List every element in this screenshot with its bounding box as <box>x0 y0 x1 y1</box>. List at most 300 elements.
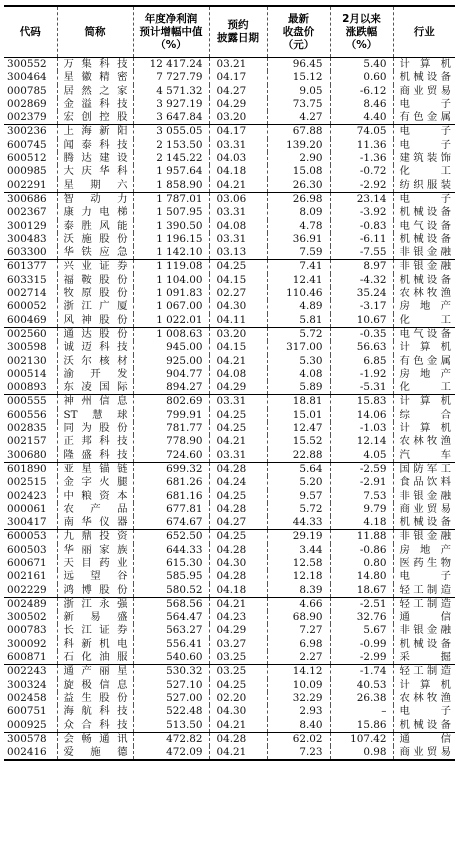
table-row <box>4 557 455 570</box>
cell-name: 通产丽星 <box>57 665 133 679</box>
table-row <box>4 71 455 84</box>
cell-code: 300324 <box>7 678 47 691</box>
cell-code: 002367 <box>7 206 47 219</box>
cell-industry: 有色金属 <box>393 111 455 125</box>
cell-code: 002560 <box>4 327 57 341</box>
cell-price: 36.91 <box>267 233 330 246</box>
cell-name: 华丽家族 <box>57 544 133 557</box>
table-row <box>4 449 455 463</box>
cell-change: 8.46 <box>330 98 393 111</box>
cell-name: 众合科技 <box>57 719 133 733</box>
cell-date: 03.31 <box>209 449 267 463</box>
cell-code: 002869 <box>7 97 47 110</box>
table-row <box>4 611 455 624</box>
stock-table <box>4 5 455 761</box>
table-row <box>4 327 455 341</box>
cell-growth: 2 145.22 <box>133 152 209 165</box>
table-row <box>4 111 455 125</box>
cell-code: 000061 <box>7 502 47 515</box>
cell-name: 会畅通讯 <box>57 732 133 746</box>
cell-code: 002515 <box>7 476 47 489</box>
cell-code: 300686 <box>4 192 57 206</box>
cell-growth: 563.27 <box>133 624 209 637</box>
cell-date: 04.24 <box>209 476 267 489</box>
cell-price: 15.12 <box>267 71 330 84</box>
cell-industry: 电子 <box>393 570 455 583</box>
cell-growth: 699.32 <box>133 462 209 476</box>
cell-name: 九鼎投资 <box>57 530 133 544</box>
cell-industry: 商业贸易 <box>393 85 455 98</box>
cell-date: 04.21 <box>209 435 267 448</box>
cell-price: 5.20 <box>267 476 330 489</box>
cell-price: 15.01 <box>267 409 330 422</box>
cell-date: 03.06 <box>209 192 267 206</box>
cell-name: 万集科技 <box>57 58 133 72</box>
cell-name: 风神股份 <box>57 314 133 328</box>
cell-growth: 580.52 <box>133 584 209 598</box>
cell-date: 04.29 <box>209 624 267 637</box>
cell-code: 300680 <box>7 448 47 461</box>
cell-code: 002423 <box>7 489 47 502</box>
cell-date: 02.27 <box>209 287 267 300</box>
cell-change: 23.14 <box>330 192 393 206</box>
cell-industry: 机械设备 <box>393 516 455 530</box>
cell-industry: 计算机 <box>393 422 455 435</box>
cell-date: 04.15 <box>209 341 267 354</box>
cell-date: 04.18 <box>209 584 267 598</box>
cell-growth: 472.09 <box>133 746 209 760</box>
cell-industry: 采掘 <box>393 651 455 665</box>
cell-code: 603300 <box>7 246 47 259</box>
cell-industry: 通信 <box>393 611 455 624</box>
cell-date: 04.18 <box>209 165 267 178</box>
cell-growth: 1 091.83 <box>133 287 209 300</box>
cell-date: 04.15 <box>209 274 267 287</box>
cell-date: 04.25 <box>209 679 267 692</box>
cell-code: 600745 <box>7 138 47 151</box>
cell-growth: 585.95 <box>133 570 209 583</box>
cell-industry: 食品饮料 <box>393 476 455 489</box>
cell-industry: 非银金融 <box>393 624 455 637</box>
cell-price: 62.02 <box>267 732 330 746</box>
cell-price: 68.90 <box>267 611 330 624</box>
cell-price: 7.27 <box>267 624 330 637</box>
cell-date: 04.21 <box>209 746 267 760</box>
cell-industry: 计算机 <box>393 341 455 354</box>
cell-code: 002229 <box>7 583 47 596</box>
cell-price: 8.39 <box>267 584 330 598</box>
cell-growth: 1 507.95 <box>133 206 209 219</box>
cell-growth: 3 055.05 <box>133 125 209 139</box>
cell-date: 04.27 <box>209 516 267 530</box>
header-price: 最新 收盘价 （元） <box>267 6 330 58</box>
cell-growth: 802.69 <box>133 395 209 409</box>
cell-price: 7.41 <box>267 260 330 274</box>
cell-name: 浙江永强 <box>57 597 133 611</box>
cell-price: 4.27 <box>267 111 330 125</box>
cell-growth: 925.00 <box>133 355 209 368</box>
cell-industry: 纺织服装 <box>393 179 455 193</box>
cell-price: 7.59 <box>267 246 330 260</box>
header-growth: 年度净利润 预计增幅中值 （%） <box>133 6 209 58</box>
cell-change: 11.88 <box>330 530 393 544</box>
cell-growth: 1 858.90 <box>133 179 209 193</box>
table-row <box>4 274 455 287</box>
cell-code: 002291 <box>7 178 47 191</box>
cell-name: 星徽精密 <box>57 71 133 84</box>
cell-name: 渝开发 <box>57 368 133 381</box>
cell-date: 04.17 <box>209 125 267 139</box>
table-row <box>4 462 455 476</box>
cell-industry: 电气设备 <box>393 327 455 341</box>
cell-name: 腾达建设 <box>57 152 133 165</box>
cell-change: -5.31 <box>330 381 393 395</box>
cell-code: 002489 <box>4 597 57 611</box>
cell-growth: 1 957.64 <box>133 165 209 178</box>
cell-growth: 652.50 <box>133 530 209 544</box>
table-row <box>4 409 455 422</box>
cell-growth: 4 571.32 <box>133 85 209 98</box>
cell-change: -0.99 <box>330 638 393 651</box>
cell-industry: 机械设备 <box>393 206 455 219</box>
cell-industry: 计算机 <box>393 395 455 409</box>
cell-industry: 轻工制造 <box>393 584 455 598</box>
cell-industry: 非银金融 <box>393 490 455 503</box>
cell-code: 300578 <box>4 732 57 746</box>
cell-price: 6.98 <box>267 638 330 651</box>
cell-price: 73.75 <box>267 98 330 111</box>
cell-name: 沃尔核材 <box>57 355 133 368</box>
cell-growth: 677.81 <box>133 503 209 516</box>
cell-industry: 电气设备 <box>393 220 455 233</box>
table-row <box>4 638 455 651</box>
cell-growth: 778.90 <box>133 435 209 448</box>
cell-price: 12.47 <box>267 422 330 435</box>
table-row <box>4 192 455 206</box>
cell-industry: 电子 <box>393 125 455 139</box>
cell-change: 56.63 <box>330 341 393 354</box>
cell-growth: 513.50 <box>133 719 209 733</box>
cell-code: 002835 <box>7 422 47 435</box>
table-row <box>4 516 455 530</box>
cell-industry: 汽车 <box>393 449 455 463</box>
cell-date: 04.28 <box>209 503 267 516</box>
cell-code: 600469 <box>7 313 47 326</box>
table-row <box>4 98 455 111</box>
cell-date: 04.30 <box>209 300 267 313</box>
cell-name: 金字火腿 <box>57 476 133 489</box>
cell-name: 南华仪器 <box>57 516 133 530</box>
cell-growth: 3 647.84 <box>133 111 209 125</box>
cell-date: 04.08 <box>209 368 267 381</box>
cell-price: 5.81 <box>267 314 330 328</box>
cell-industry: 农林牧渔 <box>393 435 455 448</box>
cell-price: 9.57 <box>267 490 330 503</box>
cell-name: 新易盛 <box>57 611 133 624</box>
cell-growth: 781.77 <box>133 422 209 435</box>
table-row <box>4 165 455 178</box>
cell-price: 4.78 <box>267 220 330 233</box>
cell-code: 000985 <box>7 165 47 178</box>
cell-growth: 3 927.19 <box>133 98 209 111</box>
cell-change: -2.51 <box>330 597 393 611</box>
cell-code: 300236 <box>4 125 57 139</box>
cell-price: 12.58 <box>267 557 330 570</box>
cell-change: -2.91 <box>330 476 393 489</box>
cell-price: 5.64 <box>267 462 330 476</box>
table-row <box>4 422 455 435</box>
table-row <box>4 300 455 313</box>
cell-growth: 472.82 <box>133 732 209 746</box>
cell-industry: 有色金属 <box>393 355 455 368</box>
cell-code: 000514 <box>7 367 47 380</box>
cell-code: 600671 <box>7 556 47 569</box>
cell-name: 长江证券 <box>57 624 133 637</box>
cell-change: 74.05 <box>330 125 393 139</box>
cell-date: 04.17 <box>209 71 267 84</box>
cell-code: 600512 <box>7 152 47 165</box>
table-row <box>4 381 455 395</box>
cell-date: 04.03 <box>209 152 267 165</box>
cell-change: 8.97 <box>330 260 393 274</box>
table-row <box>4 139 455 152</box>
cell-code: 000925 <box>7 718 47 731</box>
cell-growth: 894.27 <box>133 381 209 395</box>
cell-price: 9.05 <box>267 85 330 98</box>
cell-code: 300092 <box>7 637 47 650</box>
cell-change: 14.80 <box>330 570 393 583</box>
cell-name: 通达股份 <box>57 327 133 341</box>
table-row <box>4 233 455 246</box>
cell-name: 同为股份 <box>57 422 133 435</box>
cell-industry: 非银金融 <box>393 260 455 274</box>
cell-name: 亚星锚链 <box>57 462 133 476</box>
cell-change: 11.36 <box>330 139 393 152</box>
cell-industry: 机械设备 <box>393 638 455 651</box>
cell-price: 32.29 <box>267 692 330 705</box>
cell-industry: 房地产 <box>393 544 455 557</box>
cell-name: 智动力 <box>57 192 133 206</box>
cell-change: 9.79 <box>330 503 393 516</box>
cell-growth: 799.91 <box>133 409 209 422</box>
cell-change: -0.72 <box>330 165 393 178</box>
table-row <box>4 705 455 718</box>
cell-change: 14.06 <box>330 409 393 422</box>
table-row <box>4 220 455 233</box>
cell-code: 600871 <box>7 651 47 664</box>
table-row <box>4 732 455 746</box>
cell-name: 正邦科技 <box>57 435 133 448</box>
cell-industry: 电子 <box>393 192 455 206</box>
cell-code: 300598 <box>7 341 47 354</box>
cell-date: 04.28 <box>209 570 267 583</box>
cell-name: 康力电梯 <box>57 206 133 219</box>
cell-price: 5.72 <box>267 327 330 341</box>
cell-growth: 1 008.63 <box>133 327 209 341</box>
cell-name: 远望谷 <box>57 570 133 583</box>
cell-change: 0.80 <box>330 557 393 570</box>
cell-change: -1.36 <box>330 152 393 165</box>
cell-change: 32.76 <box>330 611 393 624</box>
cell-change: 5.67 <box>330 624 393 637</box>
cell-change: 35.24 <box>330 287 393 300</box>
cell-date: 03.25 <box>209 665 267 679</box>
cell-code: 600556 <box>7 408 47 421</box>
cell-date: 04.29 <box>209 98 267 111</box>
cell-price: 5.89 <box>267 381 330 395</box>
cell-code: 000893 <box>7 381 47 394</box>
cell-name: 居然之家 <box>57 85 133 98</box>
cell-industry: 建筑装饰 <box>393 152 455 165</box>
cell-growth: 522.48 <box>133 705 209 718</box>
cell-code: 000555 <box>4 395 57 409</box>
cell-growth: 1 142.10 <box>133 246 209 260</box>
cell-price: 5.72 <box>267 503 330 516</box>
cell-price: 139.20 <box>267 139 330 152</box>
cell-growth: 724.60 <box>133 449 209 463</box>
cell-date: 02.20 <box>209 692 267 705</box>
cell-code: 600052 <box>7 300 47 313</box>
cell-code: 002379 <box>7 111 47 124</box>
cell-price: 4.89 <box>267 300 330 313</box>
cell-growth: 530.32 <box>133 665 209 679</box>
cell-price: 8.40 <box>267 719 330 733</box>
cell-change: -3.92 <box>330 206 393 219</box>
cell-industry: 电子 <box>393 139 455 152</box>
cell-date: 03.21 <box>209 58 267 72</box>
table-row <box>4 570 455 583</box>
cell-name: 隆盛科技 <box>57 449 133 463</box>
table-row <box>4 490 455 503</box>
cell-price: 4.66 <box>267 597 330 611</box>
cell-date: 04.27 <box>209 85 267 98</box>
cell-industry: 轻工制造 <box>393 597 455 611</box>
cell-date: 04.28 <box>209 732 267 746</box>
cell-change: -0.35 <box>330 327 393 341</box>
cell-change: 4.18 <box>330 516 393 530</box>
table-row <box>4 246 455 260</box>
cell-change: 18.67 <box>330 584 393 598</box>
table-row <box>4 544 455 557</box>
cell-code: 002458 <box>7 691 47 704</box>
cell-name: 农产品 <box>57 503 133 516</box>
cell-growth: 644.33 <box>133 544 209 557</box>
cell-change: -7.55 <box>330 246 393 260</box>
cell-industry: 房地产 <box>393 300 455 313</box>
cell-change: 4.40 <box>330 111 393 125</box>
cell-industry: 计算机 <box>393 679 455 692</box>
cell-industry: 机械设备 <box>393 274 455 287</box>
cell-code: 300483 <box>7 232 47 245</box>
cell-date: 04.28 <box>209 462 267 476</box>
cell-name: 上海新阳 <box>57 125 133 139</box>
cell-growth: 1 787.01 <box>133 192 209 206</box>
table-row <box>4 597 455 611</box>
cell-change: -0.86 <box>330 544 393 557</box>
cell-growth: 7 727.79 <box>133 71 209 84</box>
cell-name: 石化油服 <box>57 651 133 665</box>
cell-price: 14.12 <box>267 665 330 679</box>
cell-industry: 电子 <box>393 705 455 718</box>
cell-name: 旋极信息 <box>57 679 133 692</box>
cell-name: 泰胜风能 <box>57 220 133 233</box>
table-row <box>4 530 455 544</box>
cell-code: 300552 <box>7 58 47 70</box>
cell-date: 04.25 <box>209 409 267 422</box>
table-row <box>4 624 455 637</box>
cell-industry: 电子 <box>393 98 455 111</box>
cell-name: 诚迈科技 <box>57 341 133 354</box>
cell-price: 8.09 <box>267 206 330 219</box>
cell-name: 福鞍股份 <box>57 274 133 287</box>
cell-change: 0.98 <box>330 746 393 760</box>
cell-change: -0.83 <box>330 220 393 233</box>
table-row <box>4 355 455 368</box>
cell-name: 鸿博股份 <box>57 584 133 598</box>
cell-growth: 904.77 <box>133 368 209 381</box>
cell-date: 04.30 <box>209 705 267 718</box>
cell-growth: 615.30 <box>133 557 209 570</box>
cell-industry: 国防军工 <box>393 462 455 476</box>
cell-date: 04.21 <box>209 597 267 611</box>
table-row <box>4 85 455 98</box>
cell-code: 002714 <box>7 287 47 300</box>
cell-price: 15.52 <box>267 435 330 448</box>
cell-date: 03.25 <box>209 651 267 665</box>
cell-price: 7.23 <box>267 746 330 760</box>
cell-change: -1.92 <box>330 368 393 381</box>
cell-code: 600751 <box>7 705 47 718</box>
table-row <box>4 679 455 692</box>
cell-industry: 综合 <box>393 409 455 422</box>
cell-date: 04.25 <box>209 490 267 503</box>
cell-industry: 通信 <box>393 732 455 746</box>
cell-change: 5.40 <box>330 58 393 72</box>
cell-industry: 机械设备 <box>393 719 455 733</box>
header-change: 2月以来 涨跌幅 （%） <box>330 6 393 58</box>
table-row <box>4 206 455 219</box>
cell-change: 4.05 <box>330 449 393 463</box>
cell-name: 金溢科技 <box>57 98 133 111</box>
cell-price: 317.00 <box>267 341 330 354</box>
cell-name: 天目药业 <box>57 557 133 570</box>
table-row <box>4 152 455 165</box>
cell-change: -1.03 <box>330 422 393 435</box>
cell-change: 107.42 <box>330 732 393 746</box>
table-row <box>4 125 455 139</box>
cell-growth: 1 390.50 <box>133 220 209 233</box>
cell-industry: 化工 <box>393 314 455 328</box>
cell-price: 26.30 <box>267 179 330 193</box>
cell-price: 2.93 <box>267 705 330 718</box>
cell-growth: 1 196.15 <box>133 233 209 246</box>
cell-price: 44.33 <box>267 516 330 530</box>
cell-industry: 房地产 <box>393 368 455 381</box>
cell-industry: 农林牧渔 <box>393 287 455 300</box>
cell-growth: 1 067.00 <box>133 300 209 313</box>
table-row <box>4 651 455 665</box>
table-row <box>4 368 455 381</box>
cell-date: 03.31 <box>209 206 267 219</box>
cell-growth: 540.60 <box>133 651 209 665</box>
cell-date: 04.23 <box>209 611 267 624</box>
cell-industry: 机械设备 <box>393 71 455 84</box>
table-row <box>4 503 455 516</box>
cell-code: 603315 <box>7 273 47 286</box>
cell-date: 04.29 <box>209 381 267 395</box>
cell-industry: 商业贸易 <box>393 503 455 516</box>
cell-change: -2.59 <box>330 462 393 476</box>
